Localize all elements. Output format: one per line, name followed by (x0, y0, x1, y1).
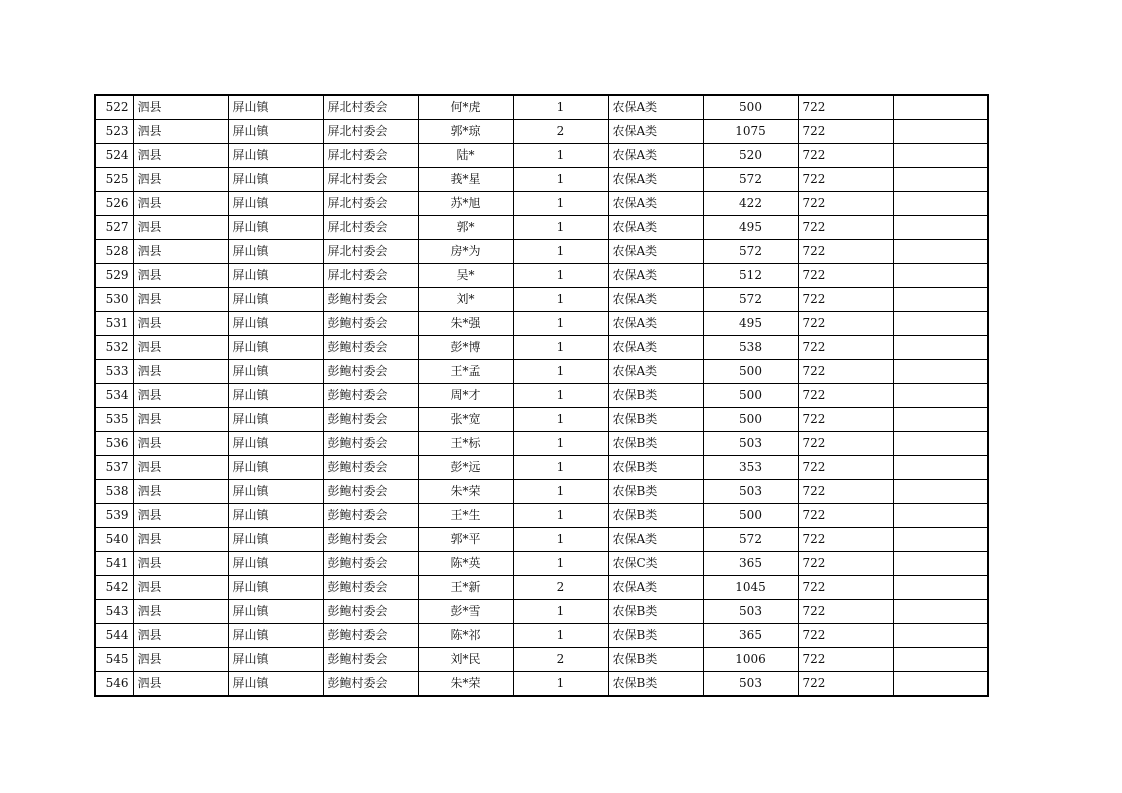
remark-cell (893, 288, 988, 312)
category-cell: 农保A类 (608, 312, 703, 336)
amount-cell: 353 (703, 456, 798, 480)
household-count-cell: 1 (513, 432, 608, 456)
row-number-cell: 535 (95, 408, 133, 432)
village-committee-cell: 彭鲍村委会 (323, 288, 418, 312)
village-committee-cell: 屏北村委会 (323, 192, 418, 216)
standard-cell: 722 (798, 504, 893, 528)
town-cell: 屏山镇 (228, 95, 323, 120)
row-number-cell: 529 (95, 264, 133, 288)
name-cell: 王*孟 (418, 360, 513, 384)
name-cell: 彭*雪 (418, 600, 513, 624)
table-row (95, 456, 988, 480)
remark-cell (893, 528, 988, 552)
village-committee-cell: 屏北村委会 (323, 216, 418, 240)
town-cell: 屏山镇 (228, 264, 323, 288)
remark-cell (893, 456, 988, 480)
table-row (95, 480, 988, 504)
town-cell: 屏山镇 (228, 384, 323, 408)
town-cell: 屏山镇 (228, 408, 323, 432)
household-count-cell: 1 (513, 336, 608, 360)
standard-cell: 722 (798, 144, 893, 168)
remark-cell (893, 480, 988, 504)
standard-cell: 722 (798, 288, 893, 312)
row-number-cell: 530 (95, 288, 133, 312)
remark-cell (893, 168, 988, 192)
table-row (95, 648, 988, 672)
standard-cell: 722 (798, 120, 893, 144)
county-cell: 泗县 (133, 624, 228, 648)
village-committee-cell: 彭鲍村委会 (323, 312, 418, 336)
county-cell: 泗县 (133, 432, 228, 456)
amount-cell: 1045 (703, 576, 798, 600)
row-number-cell: 546 (95, 672, 133, 697)
amount-cell: 572 (703, 168, 798, 192)
category-cell: 农保A类 (608, 288, 703, 312)
standard-cell: 722 (798, 672, 893, 697)
row-number-cell: 532 (95, 336, 133, 360)
category-cell: 农保A类 (608, 576, 703, 600)
category-cell: 农保A类 (608, 360, 703, 384)
amount-cell: 500 (703, 95, 798, 120)
standard-cell: 722 (798, 432, 893, 456)
household-count-cell: 2 (513, 120, 608, 144)
amount-cell: 365 (703, 624, 798, 648)
table-row (95, 168, 988, 192)
county-cell: 泗县 (133, 408, 228, 432)
village-committee-cell: 彭鲍村委会 (323, 624, 418, 648)
amount-cell: 500 (703, 384, 798, 408)
county-cell: 泗县 (133, 240, 228, 264)
category-cell: 农保B类 (608, 504, 703, 528)
name-cell: 彭*博 (418, 336, 513, 360)
household-count-cell: 1 (513, 528, 608, 552)
town-cell: 屏山镇 (228, 288, 323, 312)
name-cell: 陆* (418, 144, 513, 168)
name-cell: 王*标 (418, 432, 513, 456)
town-cell: 屏山镇 (228, 432, 323, 456)
town-cell: 屏山镇 (228, 552, 323, 576)
household-count-cell: 1 (513, 480, 608, 504)
amount-cell: 520 (703, 144, 798, 168)
category-cell: 农保B类 (608, 672, 703, 697)
county-cell: 泗县 (133, 288, 228, 312)
row-number-cell: 545 (95, 648, 133, 672)
table-row (95, 120, 988, 144)
name-cell: 刘*民 (418, 648, 513, 672)
table-row (95, 192, 988, 216)
amount-cell: 538 (703, 336, 798, 360)
assistance-roster-table (94, 94, 989, 697)
county-cell: 泗县 (133, 456, 228, 480)
category-cell: 农保B类 (608, 600, 703, 624)
category-cell: 农保A类 (608, 95, 703, 120)
household-count-cell: 1 (513, 552, 608, 576)
household-count-cell: 1 (513, 600, 608, 624)
table-row (95, 240, 988, 264)
village-committee-cell: 彭鲍村委会 (323, 600, 418, 624)
table-row (95, 672, 988, 697)
row-number-cell: 528 (95, 240, 133, 264)
table-row (95, 600, 988, 624)
row-number-cell: 541 (95, 552, 133, 576)
town-cell: 屏山镇 (228, 168, 323, 192)
amount-cell: 572 (703, 528, 798, 552)
town-cell: 屏山镇 (228, 504, 323, 528)
category-cell: 农保B类 (608, 624, 703, 648)
town-cell: 屏山镇 (228, 360, 323, 384)
name-cell: 彭*远 (418, 456, 513, 480)
household-count-cell: 1 (513, 384, 608, 408)
remark-cell (893, 384, 988, 408)
table-row (95, 432, 988, 456)
remark-cell (893, 240, 988, 264)
household-count-cell: 1 (513, 192, 608, 216)
town-cell: 屏山镇 (228, 192, 323, 216)
village-committee-cell: 屏北村委会 (323, 168, 418, 192)
town-cell: 屏山镇 (228, 144, 323, 168)
village-committee-cell: 彭鲍村委会 (323, 408, 418, 432)
county-cell: 泗县 (133, 192, 228, 216)
category-cell: 农保A类 (608, 528, 703, 552)
county-cell: 泗县 (133, 672, 228, 697)
village-committee-cell: 屏北村委会 (323, 95, 418, 120)
remark-cell (893, 432, 988, 456)
remark-cell (893, 312, 988, 336)
town-cell: 屏山镇 (228, 480, 323, 504)
category-cell: 农保A类 (608, 192, 703, 216)
household-count-cell: 1 (513, 504, 608, 528)
county-cell: 泗县 (133, 336, 228, 360)
county-cell: 泗县 (133, 216, 228, 240)
category-cell: 农保A类 (608, 168, 703, 192)
table-row (95, 312, 988, 336)
household-count-cell: 1 (513, 95, 608, 120)
county-cell: 泗县 (133, 264, 228, 288)
county-cell: 泗县 (133, 168, 228, 192)
amount-cell: 572 (703, 240, 798, 264)
county-cell: 泗县 (133, 576, 228, 600)
remark-cell (893, 408, 988, 432)
table-row (95, 504, 988, 528)
town-cell: 屏山镇 (228, 648, 323, 672)
household-count-cell: 1 (513, 360, 608, 384)
category-cell: 农保B类 (608, 432, 703, 456)
name-cell: 陈*英 (418, 552, 513, 576)
row-number-cell: 536 (95, 432, 133, 456)
household-count-cell: 2 (513, 648, 608, 672)
category-cell: 农保A类 (608, 144, 703, 168)
name-cell: 吴* (418, 264, 513, 288)
table-row (95, 552, 988, 576)
category-cell: 农保A类 (608, 120, 703, 144)
remark-cell (893, 95, 988, 120)
standard-cell: 722 (798, 576, 893, 600)
remark-cell (893, 552, 988, 576)
county-cell: 泗县 (133, 95, 228, 120)
county-cell: 泗县 (133, 648, 228, 672)
standard-cell: 722 (798, 624, 893, 648)
standard-cell: 722 (798, 192, 893, 216)
village-committee-cell: 彭鲍村委会 (323, 576, 418, 600)
village-committee-cell: 彭鲍村委会 (323, 528, 418, 552)
name-cell: 房*为 (418, 240, 513, 264)
name-cell: 郭*琼 (418, 120, 513, 144)
row-number-cell: 539 (95, 504, 133, 528)
amount-cell: 500 (703, 504, 798, 528)
village-committee-cell: 彭鲍村委会 (323, 336, 418, 360)
household-count-cell: 1 (513, 288, 608, 312)
village-committee-cell: 彭鲍村委会 (323, 384, 418, 408)
town-cell: 屏山镇 (228, 600, 323, 624)
row-number-cell: 540 (95, 528, 133, 552)
category-cell: 农保B类 (608, 384, 703, 408)
name-cell: 朱*强 (418, 312, 513, 336)
county-cell: 泗县 (133, 120, 228, 144)
table-row (95, 216, 988, 240)
standard-cell: 722 (798, 648, 893, 672)
remark-cell (893, 600, 988, 624)
village-committee-cell: 屏北村委会 (323, 264, 418, 288)
category-cell: 农保C类 (608, 552, 703, 576)
row-number-cell: 533 (95, 360, 133, 384)
household-count-cell: 1 (513, 216, 608, 240)
row-number-cell: 522 (95, 95, 133, 120)
name-cell: 郭* (418, 216, 513, 240)
row-number-cell: 526 (95, 192, 133, 216)
name-cell: 王*生 (418, 504, 513, 528)
amount-cell: 512 (703, 264, 798, 288)
table-row (95, 624, 988, 648)
village-committee-cell: 彭鲍村委会 (323, 480, 418, 504)
county-cell: 泗县 (133, 360, 228, 384)
amount-cell: 495 (703, 216, 798, 240)
household-count-cell: 1 (513, 672, 608, 697)
row-number-cell: 524 (95, 144, 133, 168)
category-cell: 农保A类 (608, 240, 703, 264)
standard-cell: 722 (798, 312, 893, 336)
table-row (95, 528, 988, 552)
standard-cell: 722 (798, 384, 893, 408)
town-cell: 屏山镇 (228, 120, 323, 144)
table-body (95, 95, 988, 696)
town-cell: 屏山镇 (228, 312, 323, 336)
village-committee-cell: 彭鲍村委会 (323, 672, 418, 697)
amount-cell: 365 (703, 552, 798, 576)
remark-cell (893, 120, 988, 144)
county-cell: 泗县 (133, 600, 228, 624)
table-row (95, 408, 988, 432)
remark-cell (893, 672, 988, 697)
row-number-cell: 538 (95, 480, 133, 504)
remark-cell (893, 192, 988, 216)
name-cell: 陈*祁 (418, 624, 513, 648)
table-row (95, 264, 988, 288)
category-cell: 农保B类 (608, 408, 703, 432)
household-count-cell: 1 (513, 144, 608, 168)
category-cell: 农保A类 (608, 264, 703, 288)
standard-cell: 722 (798, 600, 893, 624)
amount-cell: 503 (703, 672, 798, 697)
county-cell: 泗县 (133, 504, 228, 528)
amount-cell: 503 (703, 432, 798, 456)
standard-cell: 722 (798, 264, 893, 288)
row-number-cell: 527 (95, 216, 133, 240)
table-row (95, 360, 988, 384)
household-count-cell: 1 (513, 168, 608, 192)
town-cell: 屏山镇 (228, 240, 323, 264)
standard-cell: 722 (798, 456, 893, 480)
row-number-cell: 537 (95, 456, 133, 480)
town-cell: 屏山镇 (228, 528, 323, 552)
category-cell: 农保B类 (608, 456, 703, 480)
town-cell: 屏山镇 (228, 216, 323, 240)
household-count-cell: 1 (513, 264, 608, 288)
household-count-cell: 1 (513, 456, 608, 480)
row-number-cell: 525 (95, 168, 133, 192)
village-committee-cell: 屏北村委会 (323, 240, 418, 264)
county-cell: 泗县 (133, 480, 228, 504)
row-number-cell: 543 (95, 600, 133, 624)
village-committee-cell: 彭鲍村委会 (323, 504, 418, 528)
amount-cell: 503 (703, 600, 798, 624)
standard-cell: 722 (798, 336, 893, 360)
town-cell: 屏山镇 (228, 336, 323, 360)
standard-cell: 722 (798, 528, 893, 552)
name-cell: 苏*旭 (418, 192, 513, 216)
village-committee-cell: 屏北村委会 (323, 144, 418, 168)
village-committee-cell: 屏北村委会 (323, 120, 418, 144)
standard-cell: 722 (798, 240, 893, 264)
category-cell: 农保B类 (608, 648, 703, 672)
name-cell: 莪*星 (418, 168, 513, 192)
county-cell: 泗县 (133, 312, 228, 336)
name-cell: 郭*平 (418, 528, 513, 552)
village-committee-cell: 彭鲍村委会 (323, 432, 418, 456)
remark-cell (893, 504, 988, 528)
village-committee-cell: 彭鲍村委会 (323, 648, 418, 672)
table-row (95, 95, 988, 120)
category-cell: 农保A类 (608, 216, 703, 240)
amount-cell: 503 (703, 480, 798, 504)
name-cell: 刘* (418, 288, 513, 312)
row-number-cell: 534 (95, 384, 133, 408)
village-committee-cell: 彭鲍村委会 (323, 552, 418, 576)
town-cell: 屏山镇 (228, 456, 323, 480)
household-count-cell: 1 (513, 240, 608, 264)
county-cell: 泗县 (133, 528, 228, 552)
table-row (95, 384, 988, 408)
table-row (95, 336, 988, 360)
name-cell: 何*虎 (418, 95, 513, 120)
household-count-cell: 2 (513, 576, 608, 600)
remark-cell (893, 360, 988, 384)
remark-cell (893, 264, 988, 288)
amount-cell: 495 (703, 312, 798, 336)
household-count-cell: 1 (513, 408, 608, 432)
amount-cell: 572 (703, 288, 798, 312)
category-cell: 农保A类 (608, 336, 703, 360)
amount-cell: 1075 (703, 120, 798, 144)
county-cell: 泗县 (133, 144, 228, 168)
table-row (95, 144, 988, 168)
row-number-cell: 531 (95, 312, 133, 336)
row-number-cell: 523 (95, 120, 133, 144)
remark-cell (893, 216, 988, 240)
name-cell: 朱*荣 (418, 480, 513, 504)
table-row (95, 288, 988, 312)
town-cell: 屏山镇 (228, 672, 323, 697)
amount-cell: 500 (703, 408, 798, 432)
name-cell: 朱*荣 (418, 672, 513, 697)
name-cell: 周*才 (418, 384, 513, 408)
standard-cell: 722 (798, 552, 893, 576)
category-cell: 农保B类 (608, 480, 703, 504)
county-cell: 泗县 (133, 384, 228, 408)
name-cell: 张*宽 (418, 408, 513, 432)
town-cell: 屏山镇 (228, 576, 323, 600)
standard-cell: 722 (798, 360, 893, 384)
amount-cell: 500 (703, 360, 798, 384)
town-cell: 屏山镇 (228, 624, 323, 648)
remark-cell (893, 336, 988, 360)
remark-cell (893, 624, 988, 648)
standard-cell: 722 (798, 408, 893, 432)
village-committee-cell: 彭鲍村委会 (323, 360, 418, 384)
standard-cell: 722 (798, 95, 893, 120)
table-row (95, 576, 988, 600)
standard-cell: 722 (798, 168, 893, 192)
amount-cell: 1006 (703, 648, 798, 672)
remark-cell (893, 648, 988, 672)
remark-cell (893, 576, 988, 600)
household-count-cell: 1 (513, 624, 608, 648)
amount-cell: 422 (703, 192, 798, 216)
standard-cell: 722 (798, 216, 893, 240)
row-number-cell: 544 (95, 624, 133, 648)
village-committee-cell: 彭鲍村委会 (323, 456, 418, 480)
row-number-cell: 542 (95, 576, 133, 600)
remark-cell (893, 144, 988, 168)
standard-cell: 722 (798, 480, 893, 504)
name-cell: 王*新 (418, 576, 513, 600)
household-count-cell: 1 (513, 312, 608, 336)
county-cell: 泗县 (133, 552, 228, 576)
